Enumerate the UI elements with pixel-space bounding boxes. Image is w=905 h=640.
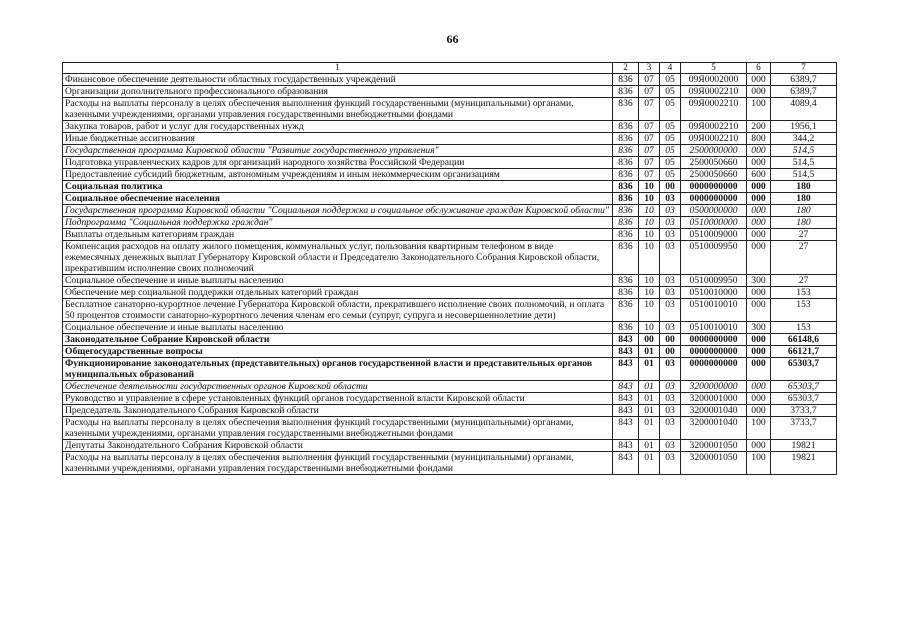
subsection-code-cell: 00 (660, 334, 681, 346)
amount-cell: 180 (771, 217, 837, 229)
expense-type-cell: 000 (747, 157, 771, 169)
expense-type-cell: 100 (747, 452, 771, 475)
expense-type-cell: 100 (747, 417, 771, 440)
subsection-code-cell: 05 (660, 86, 681, 98)
row-name-cell: Финансовое обеспечение деятельности областных государственных учреждений (63, 74, 613, 86)
row-name-cell: Бесплатное санаторно-курортное лечение Губернатора Кировской области, прекратившего исполнение своих полномочий, и оплата 50 процентов стоимости санаторно-курортного лечения членам его семьи (супруг, супруга и несовершеннолетние дети) (63, 299, 613, 322)
table-row (63, 322, 837, 334)
ministry-code-cell: 843 (613, 440, 639, 452)
subsection-code-cell: 03 (660, 275, 681, 287)
table-row (63, 334, 837, 346)
amount-cell: 514,5 (771, 157, 837, 169)
section-code-cell: 01 (639, 358, 660, 381)
table-row (63, 169, 837, 181)
target-article-cell: 0000000000 (681, 358, 747, 381)
target-article-cell: 3200001040 (681, 405, 747, 417)
row-name-cell: Социальное обеспечение и иные выплаты населению (63, 322, 613, 334)
amount-cell: 1956,1 (771, 121, 837, 133)
subsection-code-cell: 03 (660, 452, 681, 475)
target-article-cell: 3200001050 (681, 440, 747, 452)
expense-type-cell: 000 (747, 405, 771, 417)
target-article-cell: 0000000000 (681, 181, 747, 193)
amount-cell: 65303,7 (771, 358, 837, 381)
row-name-cell: Иные бюджетные ассигнования (63, 133, 613, 145)
row-name-cell: Руководство и управление в сфере установленных функций органов государственной власти Кировской области (63, 393, 613, 405)
target-article-cell: 09Я0002210 (681, 98, 747, 121)
ministry-code-cell: 836 (613, 205, 639, 217)
section-code-cell: 10 (639, 299, 660, 322)
row-name-cell: Председатель Законодательного Собрания Кировской области (63, 405, 613, 417)
ministry-code-cell: 836 (613, 74, 639, 86)
amount-cell: 27 (771, 229, 837, 241)
subsection-code-cell: 03 (660, 193, 681, 205)
expense-type-cell: 000 (747, 193, 771, 205)
subsection-code-cell: 03 (660, 287, 681, 299)
table-row (63, 299, 837, 322)
amount-cell: 6389,7 (771, 86, 837, 98)
expense-type-cell: 100 (747, 98, 771, 121)
expense-type-cell: 600 (747, 169, 771, 181)
section-code-cell: 10 (639, 241, 660, 275)
table-row (63, 157, 837, 169)
table-row (63, 121, 837, 133)
target-article-cell: 0510009950 (681, 241, 747, 275)
row-name-cell: Выплаты отдельным категориям граждан (63, 229, 613, 241)
header-cell: 2 (613, 63, 639, 74)
ministry-code-cell: 843 (613, 358, 639, 381)
amount-cell: 514,5 (771, 169, 837, 181)
amount-cell: 153 (771, 322, 837, 334)
table-row (63, 452, 837, 475)
amount-cell: 153 (771, 287, 837, 299)
table-row (63, 133, 837, 145)
expense-type-cell: 000 (747, 181, 771, 193)
row-name-cell: Расходы на выплаты персоналу в целях обеспечения выполнения функций государственными (муниципальными) органами, казенными учреждениями, органами управления государственными внебюджетными фондами (63, 417, 613, 440)
header-cell: 1 (63, 63, 613, 74)
section-code-cell: 00 (639, 334, 660, 346)
target-article-cell: 0510010010 (681, 322, 747, 334)
section-code-cell: 07 (639, 157, 660, 169)
target-article-cell: 0000000000 (681, 334, 747, 346)
section-code-cell: 10 (639, 205, 660, 217)
amount-cell: 27 (771, 241, 837, 275)
section-code-cell: 07 (639, 98, 660, 121)
section-code-cell: 10 (639, 193, 660, 205)
row-name-cell: Закупка товаров, работ и услуг для государственных нужд (63, 121, 613, 133)
target-article-cell: 2500050660 (681, 169, 747, 181)
subsection-code-cell: 05 (660, 133, 681, 145)
section-code-cell: 01 (639, 452, 660, 475)
subsection-code-cell: 00 (660, 181, 681, 193)
table-row (63, 440, 837, 452)
expense-type-cell: 000 (747, 440, 771, 452)
table-row (63, 287, 837, 299)
subsection-code-cell: 03 (660, 440, 681, 452)
ministry-code-cell: 836 (613, 229, 639, 241)
subsection-code-cell: 03 (660, 241, 681, 275)
amount-cell: 180 (771, 205, 837, 217)
target-article-cell: 0510010000 (681, 287, 747, 299)
amount-cell: 65303,7 (771, 381, 837, 393)
row-name-cell: Подготовка управленческих кадров для организаций народного хозяйства Российской Федерации (63, 157, 613, 169)
expense-type-cell: 000 (747, 205, 771, 217)
row-name-cell: Расходы на выплаты персоналу в целях обеспечения выполнения функций государственными (муниципальными) органами, казенными учреждениями, органами управления государственными внебюджетными фондами (63, 452, 613, 475)
section-code-cell: 07 (639, 145, 660, 157)
amount-cell: 65303,7 (771, 393, 837, 405)
table-row (63, 145, 837, 157)
section-code-cell: 10 (639, 229, 660, 241)
target-article-cell: 09Я0002000 (681, 74, 747, 86)
expense-type-cell: 000 (747, 346, 771, 358)
subsection-code-cell: 03 (660, 405, 681, 417)
target-article-cell: 0510009000 (681, 229, 747, 241)
ministry-code-cell: 843 (613, 452, 639, 475)
subsection-code-cell: 05 (660, 121, 681, 133)
ministry-code-cell: 836 (613, 299, 639, 322)
section-code-cell: 10 (639, 181, 660, 193)
table-row (63, 381, 837, 393)
ministry-code-cell: 843 (613, 417, 639, 440)
ministry-code-cell: 836 (613, 98, 639, 121)
amount-cell: 180 (771, 193, 837, 205)
section-code-cell: 07 (639, 169, 660, 181)
target-article-cell: 0510000000 (681, 217, 747, 229)
subsection-code-cell: 03 (660, 381, 681, 393)
table-row (63, 74, 837, 86)
target-article-cell: 09Я0002210 (681, 86, 747, 98)
subsection-code-cell: 05 (660, 157, 681, 169)
target-article-cell: 0500000000 (681, 205, 747, 217)
header-cell: 6 (747, 63, 771, 74)
ministry-code-cell: 843 (613, 346, 639, 358)
target-article-cell: 09Я0002210 (681, 121, 747, 133)
amount-cell: 66121,7 (771, 346, 837, 358)
expense-type-cell: 000 (747, 381, 771, 393)
ministry-code-cell: 836 (613, 275, 639, 287)
ministry-code-cell: 843 (613, 393, 639, 405)
subsection-code-cell: 03 (660, 229, 681, 241)
amount-cell: 6389,7 (771, 74, 837, 86)
amount-cell: 66148,6 (771, 334, 837, 346)
section-code-cell: 01 (639, 381, 660, 393)
target-article-cell: 2500050660 (681, 157, 747, 169)
expense-type-cell: 000 (747, 393, 771, 405)
section-code-cell: 01 (639, 346, 660, 358)
section-code-cell: 10 (639, 287, 660, 299)
target-article-cell: 3200001000 (681, 393, 747, 405)
ministry-code-cell: 836 (613, 133, 639, 145)
table-row (63, 229, 837, 241)
amount-cell: 180 (771, 181, 837, 193)
table-row (63, 86, 837, 98)
ministry-code-cell: 836 (613, 121, 639, 133)
row-name-cell: Законодательное Собрание Кировской области (63, 334, 613, 346)
expense-type-cell: 800 (747, 133, 771, 145)
ministry-code-cell: 836 (613, 287, 639, 299)
target-article-cell: 3200001040 (681, 417, 747, 440)
row-name-cell: Расходы на выплаты персоналу в целях обеспечения выполнения функций государственными (муниципальными) органами, казенными учреждениями, органами управления государственными внебюджетными фондами (63, 98, 613, 121)
amount-cell: 153 (771, 299, 837, 322)
row-name-cell: Государственная программа Кировской области "Социальная поддержка и социальное обслуживание граждан Кировской области" (63, 205, 613, 217)
table-row (63, 193, 837, 205)
ministry-code-cell: 843 (613, 334, 639, 346)
section-code-cell: 01 (639, 405, 660, 417)
row-name-cell: Компенсация расходов на оплату жилого помещения, коммунальных услуг, пользования квартирным телефоном в виде ежемесячных денежных выплат Губернатору Кировской области и Председателю Законодательного Собрания Кировской области, прекратившим исполнение своих полномочий (63, 241, 613, 275)
amount-cell: 19821 (771, 440, 837, 452)
row-name-cell: Социальное обеспечение населения (63, 193, 613, 205)
expense-type-cell: 000 (747, 358, 771, 381)
ministry-code-cell: 836 (613, 181, 639, 193)
expense-type-cell: 000 (747, 299, 771, 322)
expense-type-cell: 300 (747, 322, 771, 334)
amount-cell: 4089,4 (771, 98, 837, 121)
expense-type-cell: 000 (747, 287, 771, 299)
expense-type-cell: 000 (747, 241, 771, 275)
table-row (63, 241, 837, 275)
amount-cell: 27 (771, 275, 837, 287)
row-name-cell: Подпрограмма "Социальная поддержка граждан" (63, 217, 613, 229)
ministry-code-cell: 836 (613, 241, 639, 275)
subsection-code-cell: 03 (660, 217, 681, 229)
section-code-cell: 07 (639, 121, 660, 133)
amount-cell: 3733,7 (771, 417, 837, 440)
subsection-code-cell: 05 (660, 169, 681, 181)
budget-table (62, 62, 837, 475)
section-code-cell: 07 (639, 133, 660, 145)
target-article-cell: 0000000000 (681, 346, 747, 358)
table-row (63, 417, 837, 440)
section-code-cell: 01 (639, 393, 660, 405)
expense-type-cell: 000 (747, 86, 771, 98)
target-article-cell: 0000000000 (681, 193, 747, 205)
subsection-code-cell: 03 (660, 393, 681, 405)
amount-cell: 514,5 (771, 145, 837, 157)
target-article-cell: 2500000000 (681, 145, 747, 157)
ministry-code-cell: 843 (613, 405, 639, 417)
table-row (63, 405, 837, 417)
ministry-code-cell: 836 (613, 322, 639, 334)
table-row (63, 358, 837, 381)
table-row (63, 346, 837, 358)
table-row (63, 217, 837, 229)
row-name-cell: Обеспечение деятельности государственных органов Кировской области (63, 381, 613, 393)
expense-type-cell: 000 (747, 334, 771, 346)
section-code-cell: 01 (639, 417, 660, 440)
section-code-cell: 10 (639, 217, 660, 229)
subsection-code-cell: 03 (660, 322, 681, 334)
section-code-cell: 10 (639, 275, 660, 287)
expense-type-cell: 200 (747, 121, 771, 133)
row-name-cell: Социальное обеспечение и иные выплаты населению (63, 275, 613, 287)
table-header-row (63, 63, 837, 74)
expense-type-cell: 000 (747, 217, 771, 229)
row-name-cell: Общегосударственные вопросы (63, 346, 613, 358)
target-article-cell: 3200001050 (681, 452, 747, 475)
ministry-code-cell: 836 (613, 157, 639, 169)
header-cell: 3 (639, 63, 660, 74)
ministry-code-cell: 836 (613, 86, 639, 98)
row-name-cell: Обеспечение мер социальной поддержки отдельных категорий граждан (63, 287, 613, 299)
subsection-code-cell: 05 (660, 145, 681, 157)
expense-type-cell: 000 (747, 74, 771, 86)
section-code-cell: 07 (639, 86, 660, 98)
expense-type-cell: 000 (747, 229, 771, 241)
ministry-code-cell: 836 (613, 169, 639, 181)
amount-cell: 3733,7 (771, 405, 837, 417)
subsection-code-cell: 05 (660, 98, 681, 121)
row-name-cell: Организации дополнительного профессионального образования (63, 86, 613, 98)
table-row (63, 181, 837, 193)
ministry-code-cell: 836 (613, 217, 639, 229)
page-number: 66 (446, 32, 459, 46)
target-article-cell: 09Я0002210 (681, 133, 747, 145)
row-name-cell: Социальная политика (63, 181, 613, 193)
subsection-code-cell: 03 (660, 299, 681, 322)
table-row (63, 205, 837, 217)
header-cell: 4 (660, 63, 681, 74)
table-row (63, 275, 837, 287)
subsection-code-cell: 03 (660, 417, 681, 440)
amount-cell: 19821 (771, 452, 837, 475)
row-name-cell: Предоставление субсидий бюджетным, автономным учреждениям и иным некоммерческим организациям (63, 169, 613, 181)
target-article-cell: 3200000000 (681, 381, 747, 393)
target-article-cell: 0510009950 (681, 275, 747, 287)
expense-type-cell: 300 (747, 275, 771, 287)
ministry-code-cell: 836 (613, 145, 639, 157)
row-name-cell: Функционирование законодательных (представительных) органов государственной власти и представительных органов муниципальных образований (63, 358, 613, 381)
header-cell: 5 (681, 63, 747, 74)
expense-type-cell: 000 (747, 145, 771, 157)
row-name-cell: Государственная программа Кировской области "Развитие государственного управления" (63, 145, 613, 157)
section-code-cell: 10 (639, 322, 660, 334)
section-code-cell: 07 (639, 74, 660, 86)
target-article-cell: 0510010010 (681, 299, 747, 322)
ministry-code-cell: 836 (613, 193, 639, 205)
subsection-code-cell: 03 (660, 358, 681, 381)
subsection-code-cell: 00 (660, 346, 681, 358)
ministry-code-cell: 843 (613, 381, 639, 393)
table-row (63, 98, 837, 121)
table-row (63, 393, 837, 405)
row-name-cell: Депутаты Законодательного Собрания Кировской области (63, 440, 613, 452)
subsection-code-cell: 05 (660, 74, 681, 86)
header-cell: 7 (771, 63, 837, 74)
amount-cell: 344,2 (771, 133, 837, 145)
subsection-code-cell: 03 (660, 205, 681, 217)
section-code-cell: 01 (639, 440, 660, 452)
